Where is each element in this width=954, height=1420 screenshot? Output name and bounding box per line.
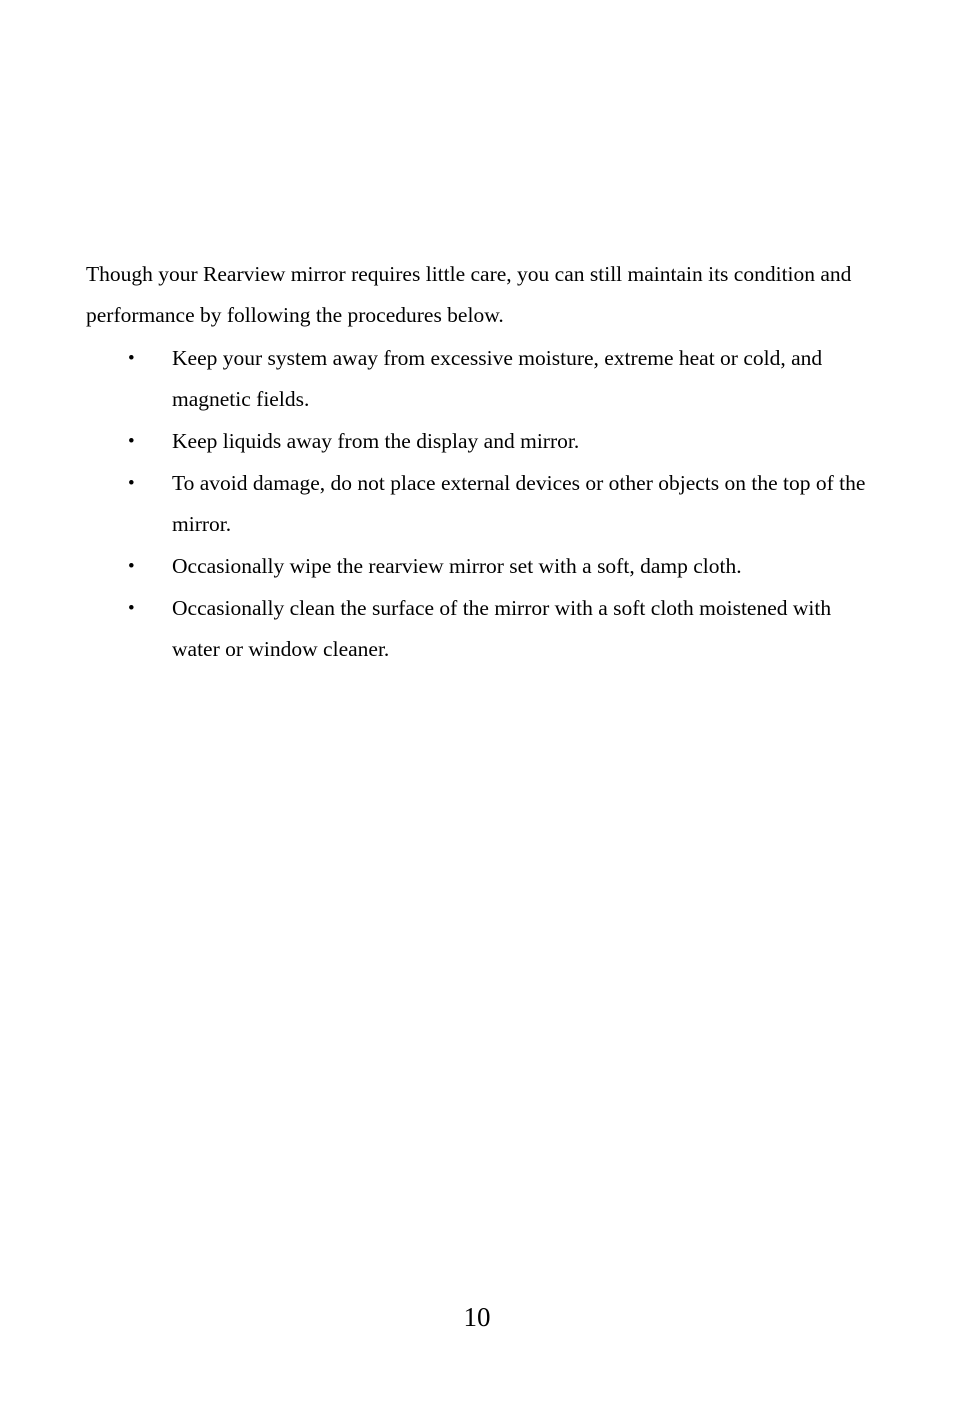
bullet-icon: • <box>128 348 135 369</box>
list-item-text: Keep liquids away from the display and mirror. <box>172 429 580 453</box>
care-instructions-list <box>86 338 876 671</box>
list-item <box>86 421 876 462</box>
list-item <box>86 338 876 420</box>
bullet-icon: • <box>128 473 135 494</box>
list-item-text: Occasionally clean the surface of the mirror with a soft cloth moistened with water or window cleaner. <box>172 596 832 661</box>
list-item-text: Keep your system away from excessive moisture, extreme heat or cold, and magnetic fields. <box>172 346 823 411</box>
page-number: 10 <box>463 1302 491 1332</box>
bullet-icon: • <box>128 598 135 619</box>
list-item <box>86 546 876 587</box>
bullet-icon: • <box>128 431 135 452</box>
intro-paragraph: Though your Rearview mirror requires little care, you can still maintain its condition and performance by following the procedures below. <box>86 262 852 327</box>
list-item <box>86 588 876 670</box>
list-item-text: To avoid damage, do not place external devices or other objects on the top of the mirror. <box>172 471 866 536</box>
bullet-icon: • <box>128 556 135 577</box>
list-item-text: Occasionally wipe the rearview mirror set with a soft, damp cloth. <box>172 554 742 578</box>
list-item <box>86 463 876 545</box>
